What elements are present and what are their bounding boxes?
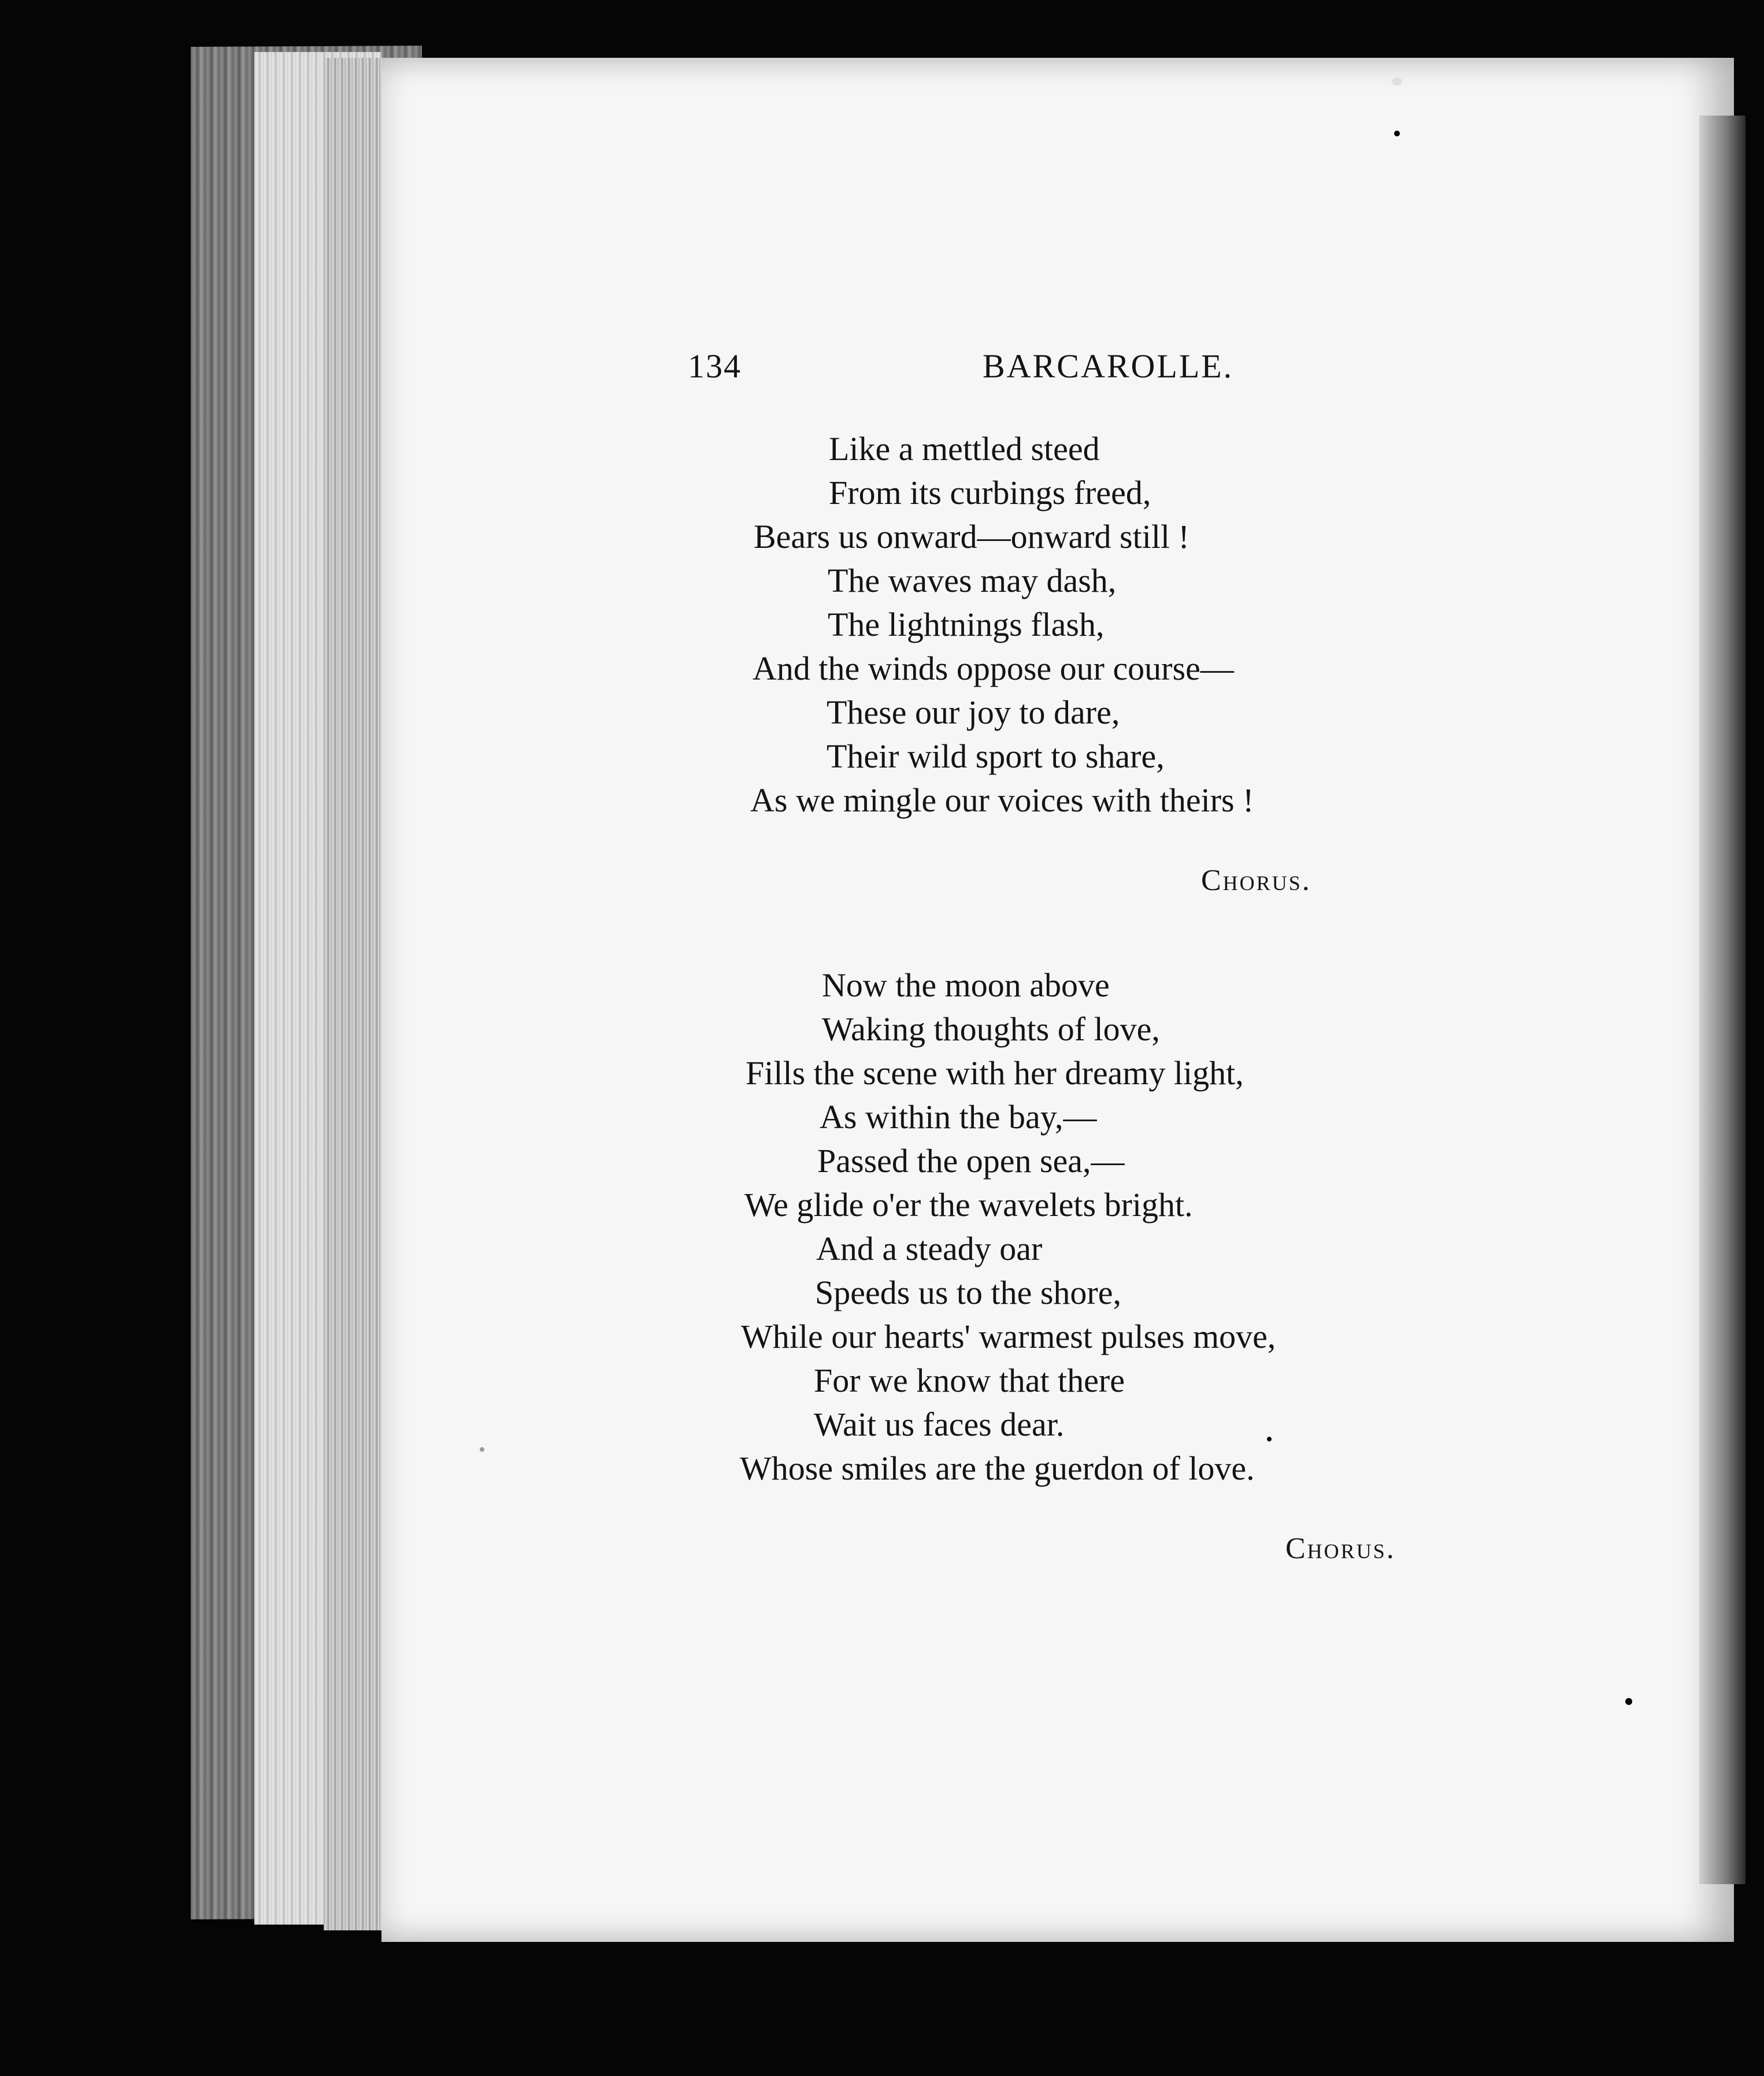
stanza2-line-3: Fills the scene with her dreamy light, [746,1054,1244,1092]
stanza2-line-2: Waking thoughts of love, [822,1010,1160,1048]
running-head [688,347,1234,387]
stanza2-line-4: As within the bay,— [820,1098,1097,1136]
stanza2-line-7: And a steady oar [816,1230,1043,1267]
dust-speck [1267,1437,1272,1441]
stanza2-line-12: Whose smiles are the guerdon of love. [740,1450,1255,1487]
stanza1-line-3: Bears us onward—onward still ! [754,518,1189,555]
stanza2-line-11: Wait us faces dear. [814,1406,1065,1443]
stanza1-line-6: And the winds oppose our course— [753,650,1234,687]
stanza2-line-9: While our hearts' warmest pulses move, [741,1318,1276,1355]
stanza2-line-1: Now the moon above [822,966,1110,1004]
dust-speck [1625,1698,1632,1705]
stanza1-chorus-label: Chorus. [1201,864,1311,897]
page-number: 134 [688,347,742,385]
stanza1-line-7: These our joy to dare, [827,694,1120,731]
stanza1-line-5: The lightnings flash, [828,606,1105,643]
stanza1-line-4: The waves may dash, [828,562,1117,599]
stanza2-line-6: We glide o'er the wavelets bright. [744,1186,1193,1224]
stanza1-line-1: Like a mettled steed [829,430,1100,468]
dust-speck [480,1447,484,1452]
stanza2-line-10: For we know that there [814,1362,1125,1399]
stanza1-line-9: As we mingle our voices with theirs ! [750,781,1254,819]
stanza2-line-5: Passed the open sea,— [817,1142,1125,1180]
stanza1-line-2: From its curbings freed, [829,474,1151,511]
stanza2-line-8: Speeds us to the shore, [815,1274,1121,1311]
stanza1-line-8: Their wild sport to share, [827,737,1165,775]
dust-speck [1394,131,1400,136]
dust-speck [1392,77,1402,86]
page-title: BARCAROLLE. [983,347,1234,385]
stanza2-chorus-label: Chorus. [1285,1532,1396,1565]
